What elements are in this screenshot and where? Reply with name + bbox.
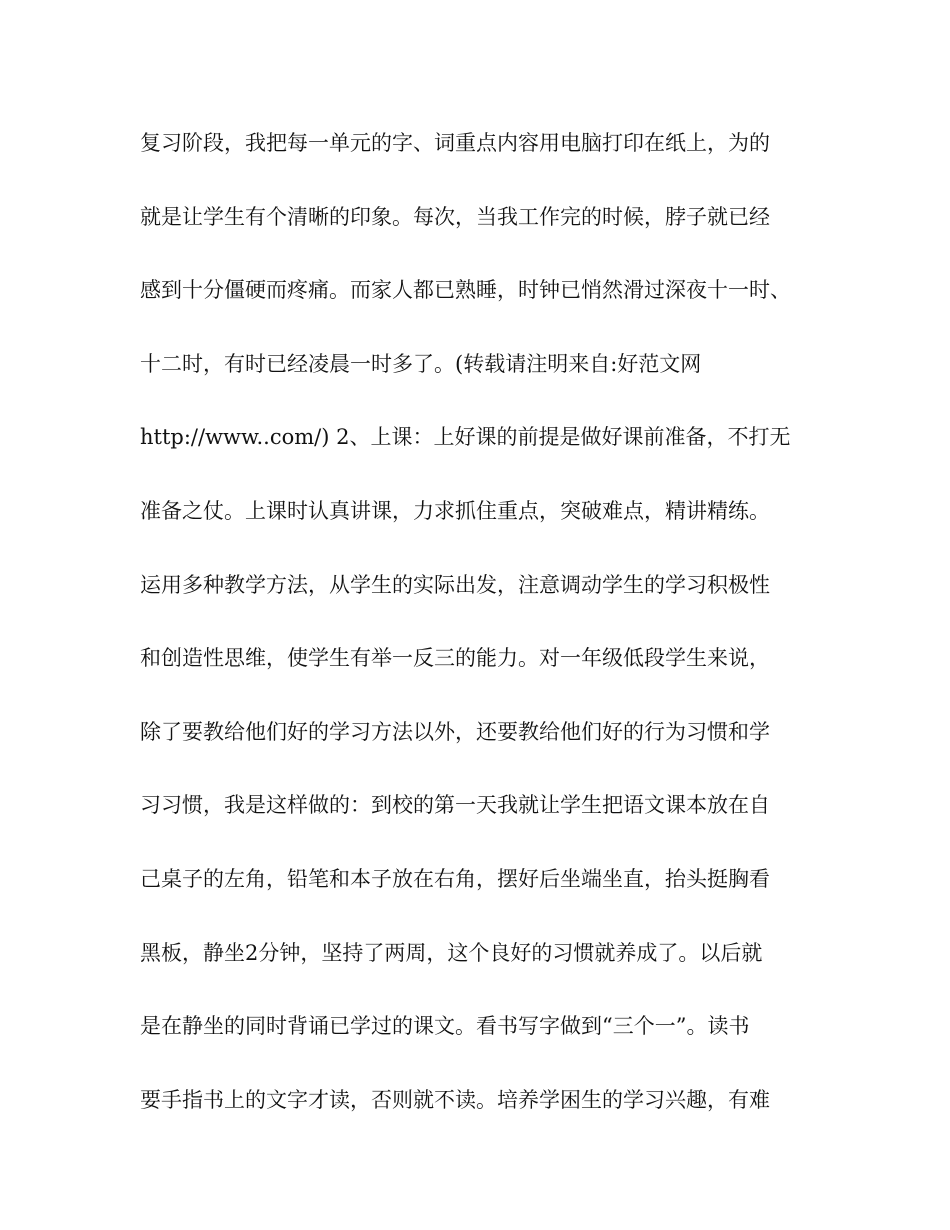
text-line: 十二时，有时已经凌晨一时多了。(转载请注明来自:好范文网	[140, 351, 702, 376]
text-line: 和创造性思维，使学生有举一反三的能力。对一年级低段学生来说，	[140, 646, 770, 671]
text-line: 是在静坐的同时背诵已学过的课文。看书写字做到“三个一”。读书	[140, 1014, 750, 1039]
text-line: 就是让学生有个清晰的印象。每次，当我工作完的时候，脖子就已经	[140, 204, 770, 229]
text-line: http://www..com/) 2、上课：上好课的前提是做好课前准备，不打无	[140, 425, 791, 450]
text-line: 复习阶段，我把每一单元的字、词重点内容用电脑打印在纸上，为的	[140, 131, 770, 155]
text-line: 感到十分僵硬而疼痛。而家人都已熟睡，时钟已悄然滑过深夜十一时、	[140, 278, 791, 303]
text-line: 习习惯，我是这样做的：到校的第一天我就让学生把语文课本放在自	[140, 793, 770, 818]
body-text	[140, 123, 820, 1153]
text-line: 运用多种教学方法，从学生的实际出发，注意调动学生的学习积极性	[140, 572, 770, 597]
text-line: 黑板，静坐2分钟，坚持了两周，这个良好的习惯就养成了。以后就	[140, 940, 763, 965]
text-line: 己桌子的左角，铅笔和本子放在右角，摆好后坐端坐直，抬头挺胸看	[140, 866, 770, 891]
text-line: 准备之仗。上课时认真讲课，力求抓住重点，突破难点，精讲精练。	[140, 498, 770, 523]
text-line: 除了要教给他们好的学习方法以外，还要教给他们好的行为习惯和学	[140, 719, 770, 744]
text-line: 要手指书上的文字才读，否则就不读。培养学困生的学习兴趣，有难	[140, 1087, 770, 1112]
